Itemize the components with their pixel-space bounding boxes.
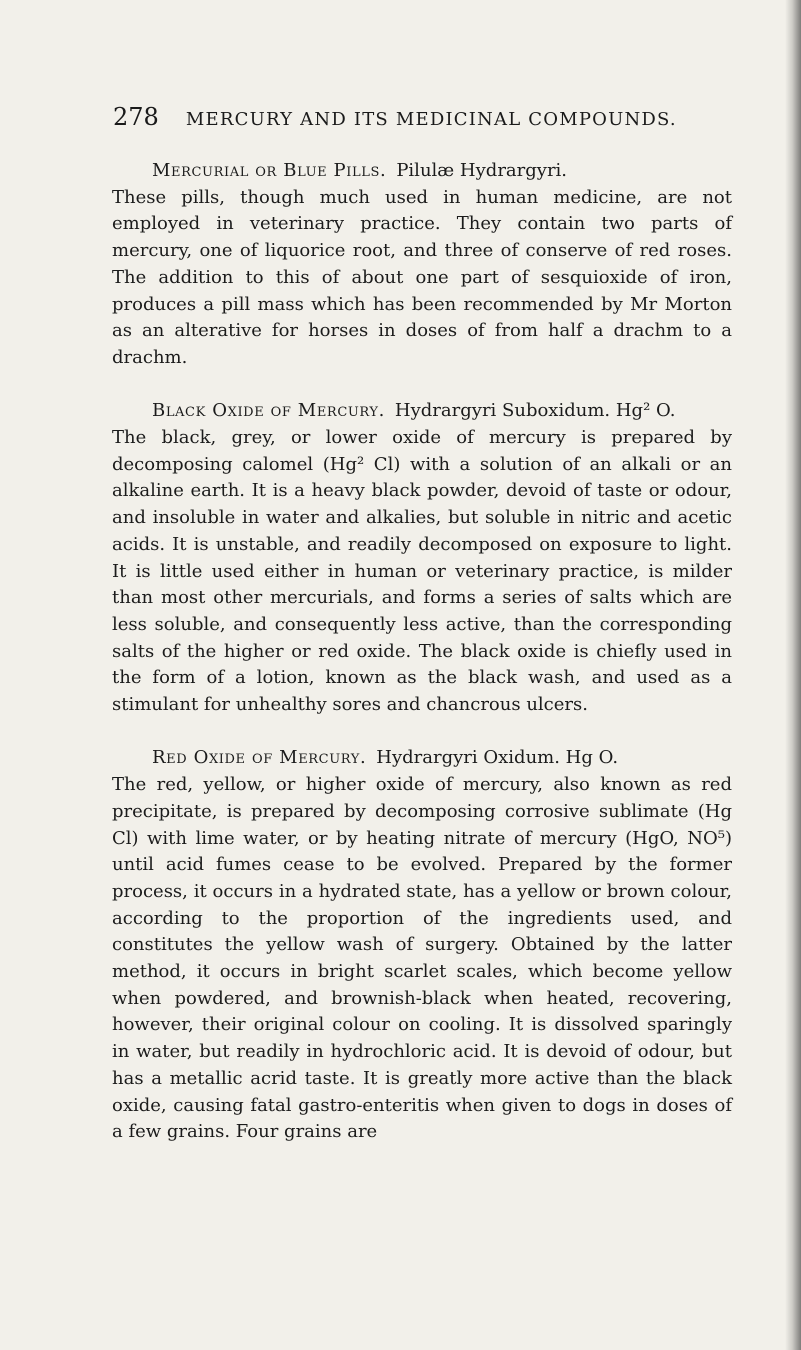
- page-number: 278: [113, 103, 159, 131]
- section-black-oxide: [112, 398, 732, 718]
- section-heading: Mercurial or Blue Pills.: [152, 160, 387, 181]
- section-body: These pills, though much used in human medicine, are not employed in veterinary practice. They contain two parts of mercury, one of liquorice root, and three of conserve of red roses. The addition to this of about one part of sesquioxide of iron, produces a pill mass which has been recommended by Mr Morton as an alterative for horses in doses of from half a drachm to a drachm.: [112, 186, 732, 368]
- section-body: The black, grey, or lower oxide of mercury is prepared by decomposing calomel (Hg² Cl) with a solution of an alkali or an alkaline earth. It is a heavy black powder, devoid of taste or odour, and insoluble in water and alkalies, but soluble in nitric and acetic acids. It is unstable, and readily decomposed on exposure to light. It is little used either in human or veterinary practice, is milder than most other mercurials, and forms a series of salts which are less soluble, and consequently less active, than the corresponding salts of the higher or red oxide. The black oxide is chiefly used in the form of a lotion, known as the black wash, and used as a stimulant for unhealthy sores and chancrous ulcers.: [112, 427, 732, 716]
- section-red-oxide: [112, 745, 732, 1146]
- running-title: MERCURY AND ITS MEDICINAL COMPOUNDS.: [185, 109, 677, 130]
- latin-name: Hydrargyri Suboxidum. Hg² O.: [394, 400, 676, 422]
- section-body: The red, yellow, or higher oxide of mercury, also known as red precipitate, is prepared by decomposing corrosive sublimate (Hg Cl) with lime water, or by heating nitrate of mercury (HgO, NO⁵) until acid fumes cease to be evolved. Prepared by the former process, it occurs in a hydrated state, has a yellow or brown colour, according to the proportion of the ingredients used, and constitutes the yellow wash of surgery. Obtained by the latter method, it occurs in bright scarlet scales, which become yellow when powdered, and brownish-black when heated, recovering, however, their original colour on cooling. It is dissolved sparingly in water, but readily in hydrochloric acid. It is devoid of odour, but has a metallic acrid taste. It is greatly more active than the black oxide, causing fatal gastro-enteritis when given to dogs in doses of a few grains. Four grains are: [112, 774, 732, 1143]
- section-heading-line: [112, 158, 732, 185]
- page-content: [112, 158, 732, 1173]
- page-edge-shadow: [785, 0, 801, 1350]
- section-heading-line: [112, 398, 732, 425]
- page-header: [113, 103, 753, 133]
- latin-name: Pilulæ Hydrargyri.: [396, 160, 568, 181]
- section-heading-line: [112, 745, 732, 772]
- section-heading: Black Oxide of Mercury.: [152, 400, 385, 422]
- section-heading: Red Oxide of Mercury.: [152, 747, 367, 769]
- section-blue-pills: [112, 158, 732, 372]
- latin-name: Hydrargyri Oxidum. Hg O.: [376, 747, 619, 769]
